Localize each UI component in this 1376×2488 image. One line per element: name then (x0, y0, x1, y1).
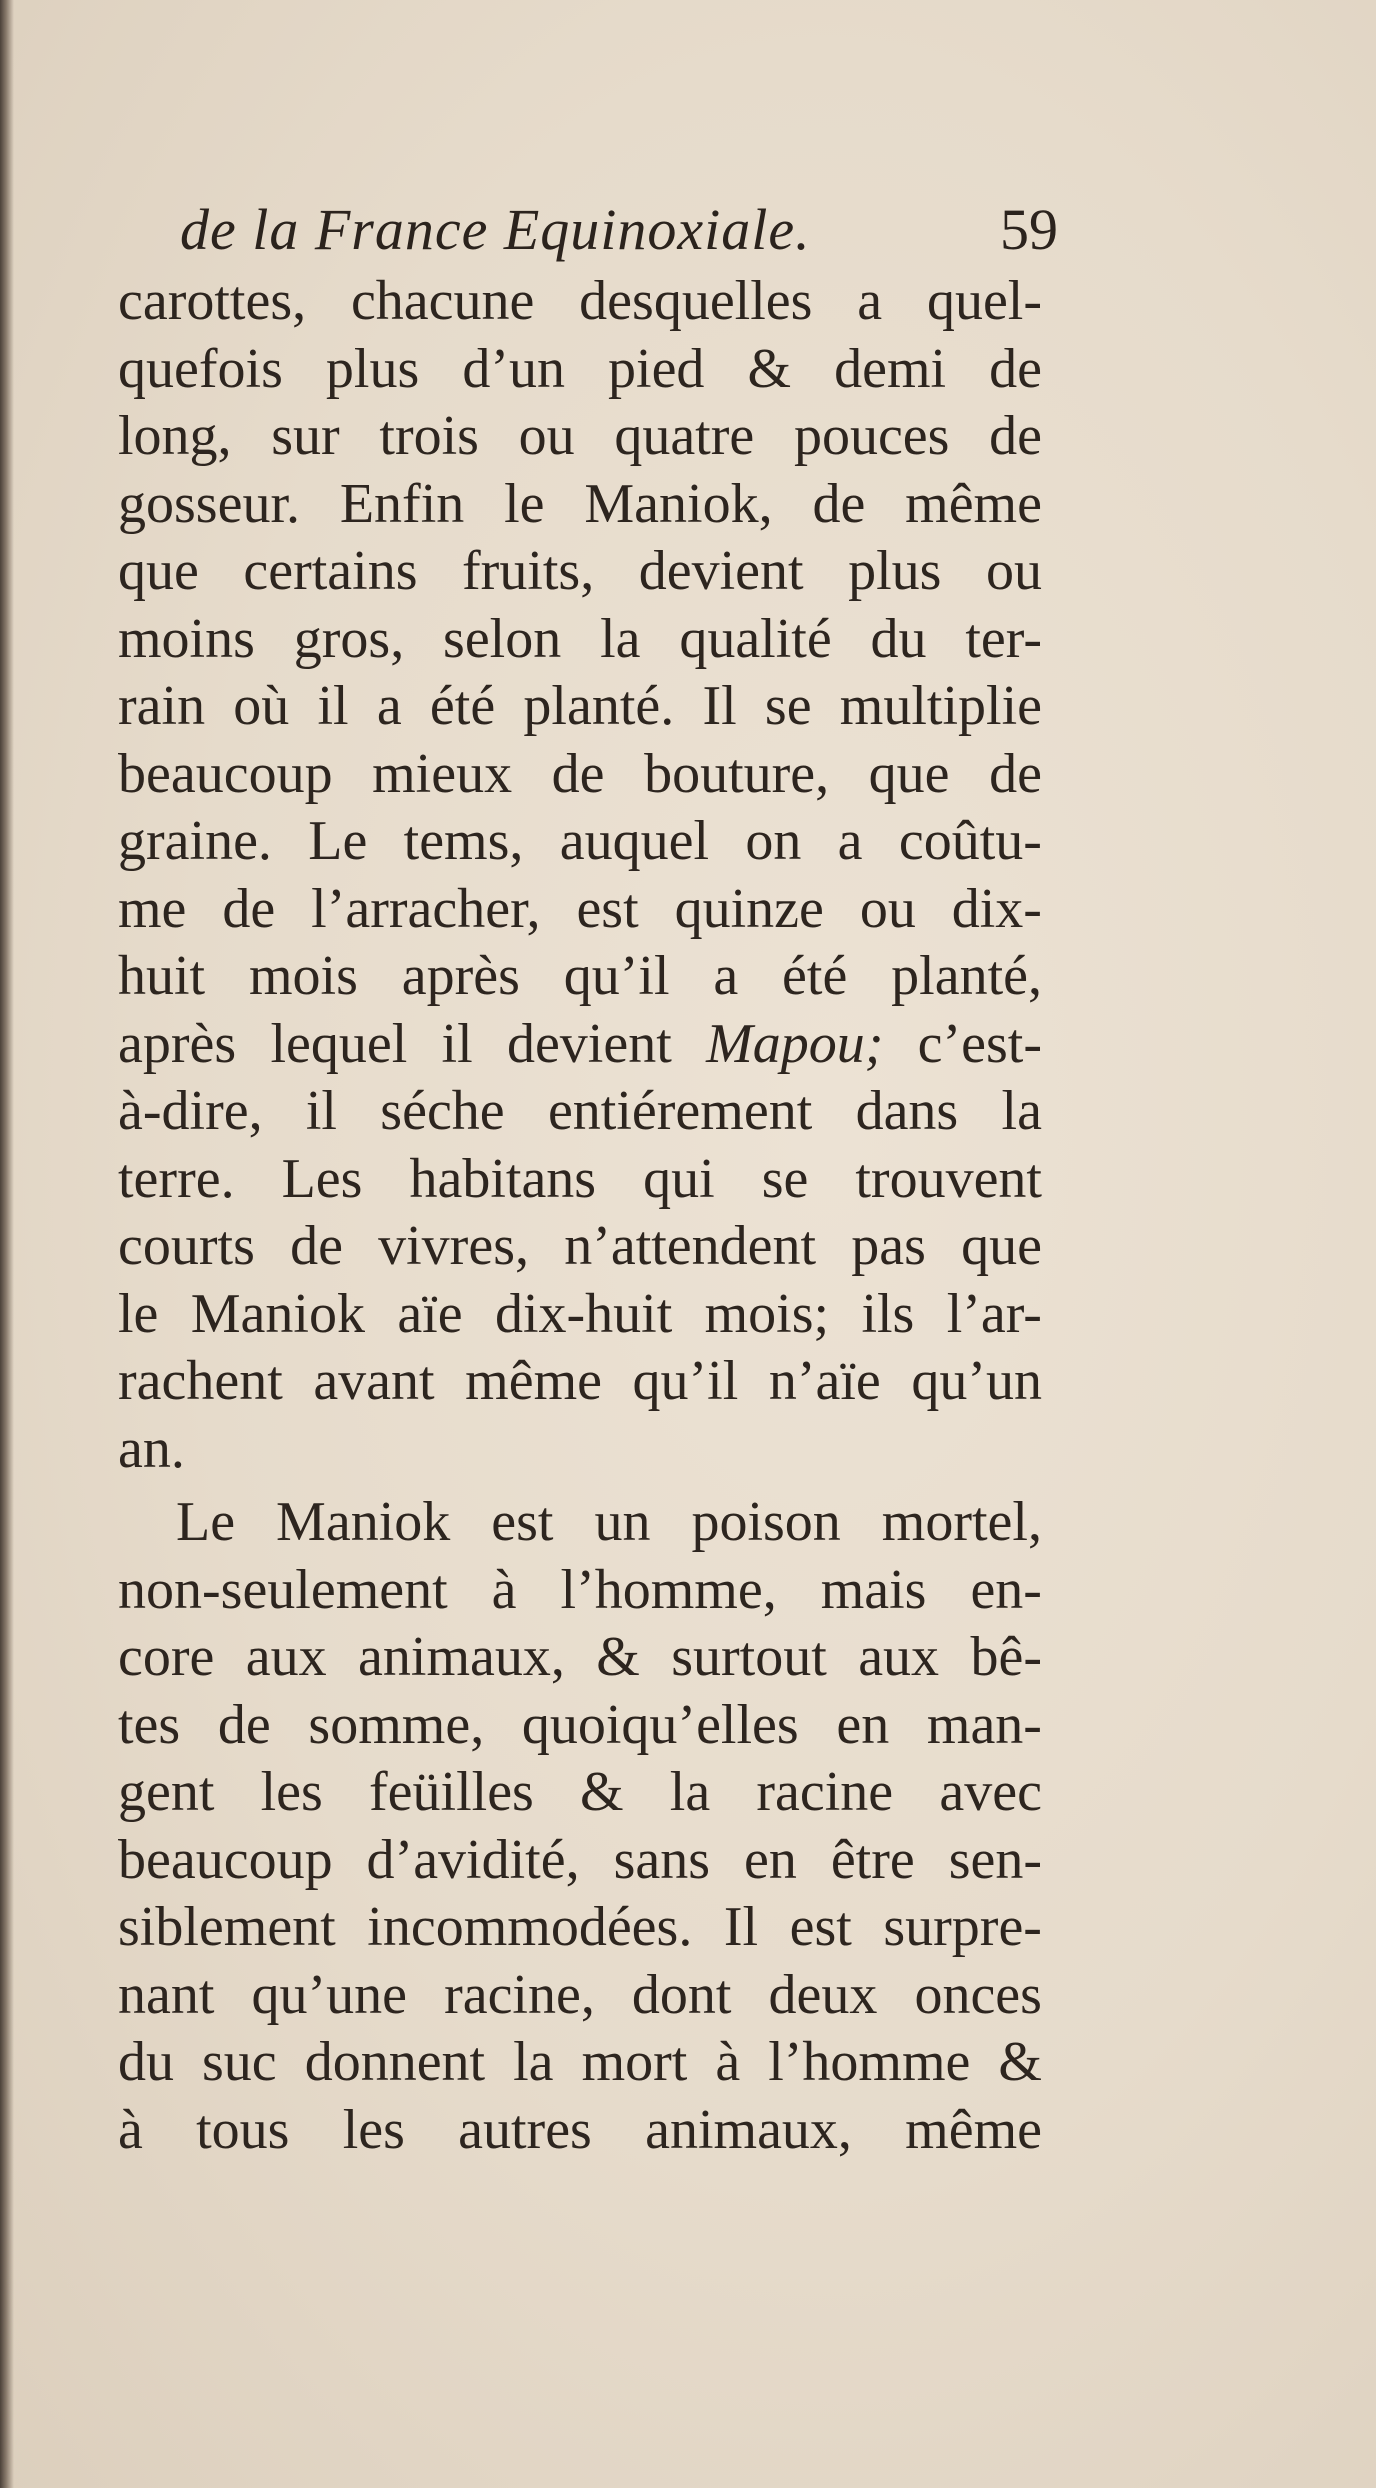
word: à-dire, (118, 1080, 263, 1142)
word: les (260, 1761, 323, 1823)
word: même (905, 472, 1042, 535)
word: courts (118, 1215, 255, 1277)
word: surtout (671, 1626, 827, 1688)
text-line (118, 876, 1042, 944)
word: tes (118, 1693, 181, 1756)
word: qu’une (251, 1963, 407, 2026)
text-line (118, 606, 1042, 674)
word: autres (458, 2098, 592, 2161)
word: est (789, 1896, 852, 1958)
word: pied (608, 337, 705, 400)
word: selon (443, 607, 562, 670)
word: beaucoup (118, 742, 333, 805)
word: ils (861, 1282, 915, 1345)
word: est (576, 877, 639, 940)
word: rachent (118, 1350, 283, 1412)
word: les (342, 2098, 405, 2161)
text-line (118, 1078, 1042, 1146)
word: mais (820, 1558, 927, 1621)
word: onces (914, 1963, 1042, 2026)
word: multiplie (839, 675, 1042, 737)
word: gent (118, 1761, 215, 1823)
word: l’homme (768, 2031, 971, 2093)
word: la (513, 2031, 554, 2093)
word: aïe (397, 1282, 463, 1345)
word: man- (926, 1693, 1042, 1756)
text-line (118, 1557, 1042, 1625)
word: sur (271, 405, 340, 467)
word: ou (859, 877, 916, 940)
word: sans (613, 1828, 711, 1891)
word: surpre- (883, 1896, 1042, 1958)
word: entiérement (547, 1080, 813, 1142)
word: à (715, 2031, 741, 2093)
word: se (764, 675, 812, 737)
word: quatre (614, 405, 755, 467)
word: mieux (372, 742, 513, 805)
word: coûtu- (898, 810, 1042, 872)
word: après (401, 945, 520, 1007)
word: Le (308, 810, 368, 872)
word: racine (756, 1761, 894, 1823)
word: n’aïe (768, 1350, 881, 1412)
word: qui (643, 1147, 715, 1210)
word: de (551, 742, 605, 805)
word: trouvent (855, 1147, 1042, 1210)
word: qu’il (632, 1350, 739, 1412)
word: de (217, 1693, 271, 1756)
text-line (118, 1962, 1042, 2030)
word: bouture, (644, 742, 830, 805)
word: racine, (444, 1963, 595, 2026)
word: somme, (308, 1693, 485, 1756)
word: moins (118, 607, 255, 670)
word: il (317, 675, 349, 737)
word: fruits, (462, 540, 595, 602)
word: & (580, 1761, 624, 1823)
paragraph (118, 1489, 1042, 2164)
word: mort (581, 2031, 688, 2093)
word: de (989, 742, 1042, 805)
word: de (989, 405, 1042, 467)
word: huit (118, 945, 206, 1007)
word: & (596, 1626, 640, 1688)
binding-edge-shadow (0, 0, 14, 2488)
word: sen- (948, 1828, 1042, 1891)
word: qualité (679, 607, 832, 670)
word: Maniok (276, 1491, 451, 1553)
word: nant (118, 1963, 215, 2026)
word: qu’un (911, 1350, 1042, 1412)
word: Maniok (190, 1282, 365, 1345)
word: Maniok, (584, 472, 773, 535)
word: la (600, 607, 641, 670)
word: l’arracher, (311, 877, 541, 940)
word: qu’il (563, 945, 670, 1007)
word: du (870, 607, 927, 670)
word: Mapou; (706, 1012, 884, 1075)
word: tems, (403, 810, 524, 872)
word: l’ar- (946, 1282, 1042, 1345)
word: du (118, 2031, 174, 2093)
word: planté, (891, 945, 1042, 1007)
word: en (743, 1828, 797, 1891)
word: est (491, 1491, 554, 1553)
word: graine. (118, 810, 272, 872)
word: long, (118, 405, 232, 467)
word: planté. (523, 675, 675, 737)
word: carottes, (118, 270, 307, 332)
word: Il (723, 1896, 759, 1958)
word: mois (248, 945, 358, 1007)
text-line (118, 943, 1042, 1011)
word: & (998, 2031, 1042, 2093)
word: que (961, 1215, 1042, 1277)
word: habitans (409, 1147, 597, 1210)
word: de (222, 877, 276, 940)
word: ou (985, 540, 1042, 602)
word: aux (858, 1626, 940, 1688)
word: d’un (462, 337, 565, 400)
word: terre. (118, 1147, 235, 1210)
word: on (745, 810, 802, 872)
word: dans (855, 1080, 959, 1142)
word: quel- (926, 270, 1042, 332)
text-line (118, 1011, 1042, 1079)
word: dont (631, 1963, 732, 2026)
word: a (837, 810, 863, 872)
word: à (491, 1558, 517, 1621)
word: demi (834, 337, 947, 400)
word: où (233, 675, 290, 737)
word: incommodées. (367, 1896, 693, 1958)
word: an. (118, 1417, 185, 1480)
word: Enfin (339, 472, 465, 535)
text-line (118, 1489, 1042, 1557)
word: de (812, 472, 866, 535)
word: ou (518, 405, 575, 467)
word: a (857, 270, 883, 332)
word: mois; (704, 1282, 830, 1345)
word: chacune (350, 270, 535, 332)
word: a (713, 945, 739, 1007)
word: pouces (793, 405, 950, 467)
word: à (118, 2098, 143, 2161)
word: être (830, 1828, 915, 1891)
word: un (594, 1491, 651, 1553)
word: quoiqu’elles (521, 1693, 799, 1756)
word: a (376, 675, 402, 737)
word: siblement (118, 1896, 336, 1958)
word: ter- (965, 607, 1042, 670)
word: Les (281, 1147, 363, 1210)
word: après (118, 1012, 237, 1075)
word: avec (939, 1761, 1042, 1823)
text-line (118, 1213, 1042, 1281)
word: c’est- (917, 1012, 1042, 1075)
word: la (1001, 1080, 1042, 1142)
text-line (118, 1416, 1042, 1484)
word: même (905, 2098, 1042, 2161)
word: séche (380, 1080, 505, 1142)
text-line (118, 1827, 1042, 1895)
word: animaux, (358, 1626, 565, 1688)
word: donnent (304, 2031, 486, 2093)
text-line (118, 268, 1042, 336)
word: non-seulement (118, 1558, 448, 1621)
word: vivres, (378, 1215, 529, 1277)
word: core (118, 1626, 215, 1688)
text-line (118, 2097, 1042, 2165)
word: poison (691, 1491, 841, 1553)
text-line (118, 741, 1042, 809)
word: Il (702, 675, 737, 737)
word: pas (851, 1215, 926, 1277)
word: Le (176, 1491, 236, 1553)
text-line (118, 403, 1042, 471)
word: devient (506, 1012, 672, 1075)
text-line (118, 1281, 1042, 1349)
paragraph (118, 268, 1042, 1483)
word: gosseur. (118, 472, 300, 535)
word: lequel (270, 1012, 408, 1075)
word: de (290, 1215, 343, 1277)
text-line (118, 1146, 1042, 1214)
running-head (180, 196, 1058, 276)
word: deux (768, 1963, 878, 2026)
word: aux (245, 1626, 327, 1688)
text-line (118, 538, 1042, 606)
word: le (118, 1282, 159, 1345)
word: auquel (559, 810, 710, 872)
word: desquelles (579, 270, 813, 332)
word: dix- (951, 877, 1042, 940)
word: été (429, 675, 496, 737)
word: certains (243, 540, 418, 602)
text-line (118, 2029, 1042, 2097)
word: me (118, 877, 187, 940)
word: suc (202, 2031, 277, 2093)
word: animaux, (645, 2098, 852, 2161)
word: se (761, 1147, 809, 1210)
word: il (305, 1080, 337, 1142)
word: gros, (293, 607, 405, 670)
text-line (118, 808, 1042, 876)
word: d’avidité, (366, 1828, 580, 1891)
word: que (118, 540, 199, 602)
word: tous (196, 2098, 290, 2161)
text-line (118, 1894, 1042, 1962)
page-number: 59 (1000, 197, 1058, 262)
word: quefois (118, 337, 283, 400)
word: feüilles (369, 1761, 534, 1823)
running-title: de la France Equinoxiale. (180, 197, 811, 262)
word: devient (638, 540, 804, 602)
text-line (118, 1759, 1042, 1827)
word: avant (313, 1350, 435, 1412)
word: il (441, 1012, 473, 1075)
word: & (747, 337, 792, 400)
word: beaucoup (118, 1828, 333, 1891)
word: été (782, 945, 848, 1007)
word: même (465, 1350, 602, 1412)
word: l’homme, (560, 1558, 777, 1621)
text-line (118, 673, 1042, 741)
text-line (118, 1348, 1042, 1416)
word: rain (118, 675, 206, 737)
word: bê- (970, 1626, 1042, 1688)
word: plus (325, 337, 420, 400)
word: trois (379, 405, 479, 467)
text-line (118, 1624, 1042, 1692)
word: en- (970, 1558, 1042, 1621)
word: dix-huit (494, 1282, 673, 1345)
text-line (118, 336, 1042, 404)
body-text (118, 268, 1042, 2164)
text-line (118, 471, 1042, 539)
word: mortel, (881, 1491, 1042, 1553)
word: que (868, 742, 950, 805)
text-line (118, 1692, 1042, 1760)
word: n’attendent (564, 1215, 817, 1277)
word: plus (848, 540, 942, 602)
word: le (504, 472, 545, 535)
word: la (669, 1761, 711, 1823)
word: de (989, 337, 1042, 400)
word: quinze (674, 877, 824, 940)
word: en (836, 1693, 890, 1756)
